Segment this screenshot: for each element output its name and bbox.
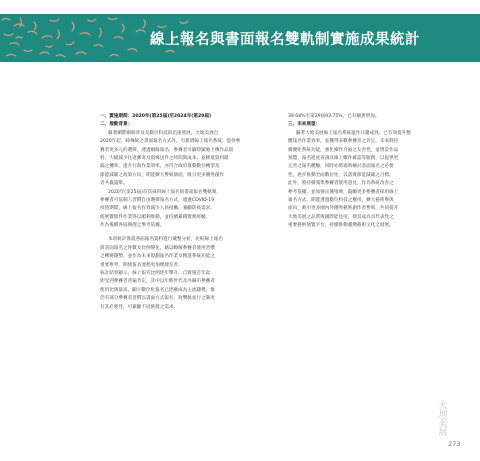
paragraph-line: 預覽、報名進度查詢及線上繳件確認等服務，以提供更 [288, 155, 399, 161]
paragraph-line: 2020年起，除傳統之書面報名方式外，另新增線上報名系統，提供參 [100, 139, 241, 145]
watermark-text: 大地美展 [436, 400, 447, 436]
paragraph-line: 料，大幅減少往返郵寄及現場送件之時間與成本，並降低資料錯 [100, 155, 229, 161]
paragraph-line: 隨著網際網路普及及數位科技的迅速發展，大地美展自 [108, 130, 219, 136]
paragraph-line: 續優化系統功能，強化操作介面之友善性，並增設作品 [288, 147, 399, 153]
page-number: 273 [448, 440, 461, 448]
page-title: 線上報名與書面報名雙軌制實施成果統計 [150, 32, 420, 48]
paragraph-line: 重要參考，期使報名流程更加便捷友善。 [100, 262, 183, 268]
right-text-column [288, 113, 451, 230]
paragraph-line: 有其必要性，可兼顧不同族群之需求。 [100, 304, 179, 310]
paragraph-line: 即受到參賽者普遍肯定，其中以年輕世代及外縣市參賽者 [100, 279, 215, 285]
paragraph-line: 使展覽徵件作業得以順利推動，並持續累積實務經驗， [100, 214, 211, 220]
paragraph-line: 39.68%至第29屆93.75%，已有顯著增加。 [288, 114, 380, 119]
title-banner [0, 14, 480, 62]
paragraph-line: 完善之報名體驗，同時亦將適時檢討書面報名之必要 [288, 164, 394, 170]
paragraph-line: 重要藝術展覽平台，持續推動臺灣藝術文化之發展。 [288, 223, 394, 229]
paragraph-line: 仍有部分參賽者習慣以書面方式報名，故雙軌並行之制度 [100, 296, 215, 302]
paragraph-line: 此外，將持續蒐集參賽者使用意見，作為系統改善之 [288, 181, 394, 187]
section-period: 一、實施期間：2020年(第25屆)至2024年(第29屆) [100, 114, 212, 119]
paragraph-line: 體報名作業效率，並獲得多數參賽者之肯定，未來將持 [288, 139, 399, 145]
section-background-heading: 二、推動背景： [100, 122, 133, 128]
vertical-watermark-mark [430, 400, 452, 444]
paragraph-line: 者共襄盛舉。 [100, 181, 128, 187]
paragraph-line: 報名方式，期能透過數位科技之應用，擴大藝術參與 [288, 197, 394, 203]
paragraph-line: 作為後續各屆辦理之參考依據。 [100, 223, 165, 229]
paragraph-line: 參賽者可依個人習慣自由選擇報名方式，適逢COVID-19 [100, 197, 215, 203]
paragraph-line: 漏之機率，提升行政作業效率，亦符合政府推動數位轉型及 [100, 164, 220, 170]
paragraph-line: 之轉變趨勢，並作為未來規劃報名作業及精進系統功能之 [100, 254, 215, 260]
paragraph-line: 賽者更多元的選擇，透過網路報名，參賽者可隨時隨地上傳作品資 [100, 147, 234, 153]
paragraph-line: 節能減碳之政策方向，期能擴大參與層面，吸引更多優秀創作 [100, 172, 225, 178]
paragraph-line: 統計結果顯示，線上報名比例逐年攀升，自實施首年起 [100, 271, 211, 277]
left-text-column [100, 113, 275, 312]
paragraph-line: 與書面報名之件數及比例變化，藉以瞭解參賽者使用習慣 [100, 245, 215, 251]
paragraph-line: 性，逐步推動全面數位化，以落實節能減碳之目標。 [288, 172, 394, 178]
paragraph-line: 疫情期間，線上報名有效減少人員接觸，兼顧防疫需求， [100, 206, 215, 212]
section-outlook-heading: 三、未來展望： [288, 122, 321, 128]
paragraph-line: 參考依據，並加強宣傳推廣，鼓勵更多參賽者採用線上 [288, 189, 399, 195]
paragraph-line: 使用比例最高，顯示數位化報名已逐漸成為主流趨勢，惟 [100, 287, 215, 293]
paragraph-line: 面向，吸引更多國內外優秀藝術創作者參與，共同提升 [288, 206, 399, 212]
paragraph-line: 2020年(第25屆)首次採用線上報名與書面報名雙軌制， [108, 189, 221, 195]
paragraph-line: 大地美展之品質與國際能見度，使其成為具代表性之 [288, 214, 394, 220]
paragraph-line: 隨著大地美展線上報名系統運作日趨成熟，已有效提升整 [296, 130, 411, 136]
paragraph-line: 本項統計係就各屆報名資料進行彙整分析，比較線上報名 [108, 237, 223, 243]
